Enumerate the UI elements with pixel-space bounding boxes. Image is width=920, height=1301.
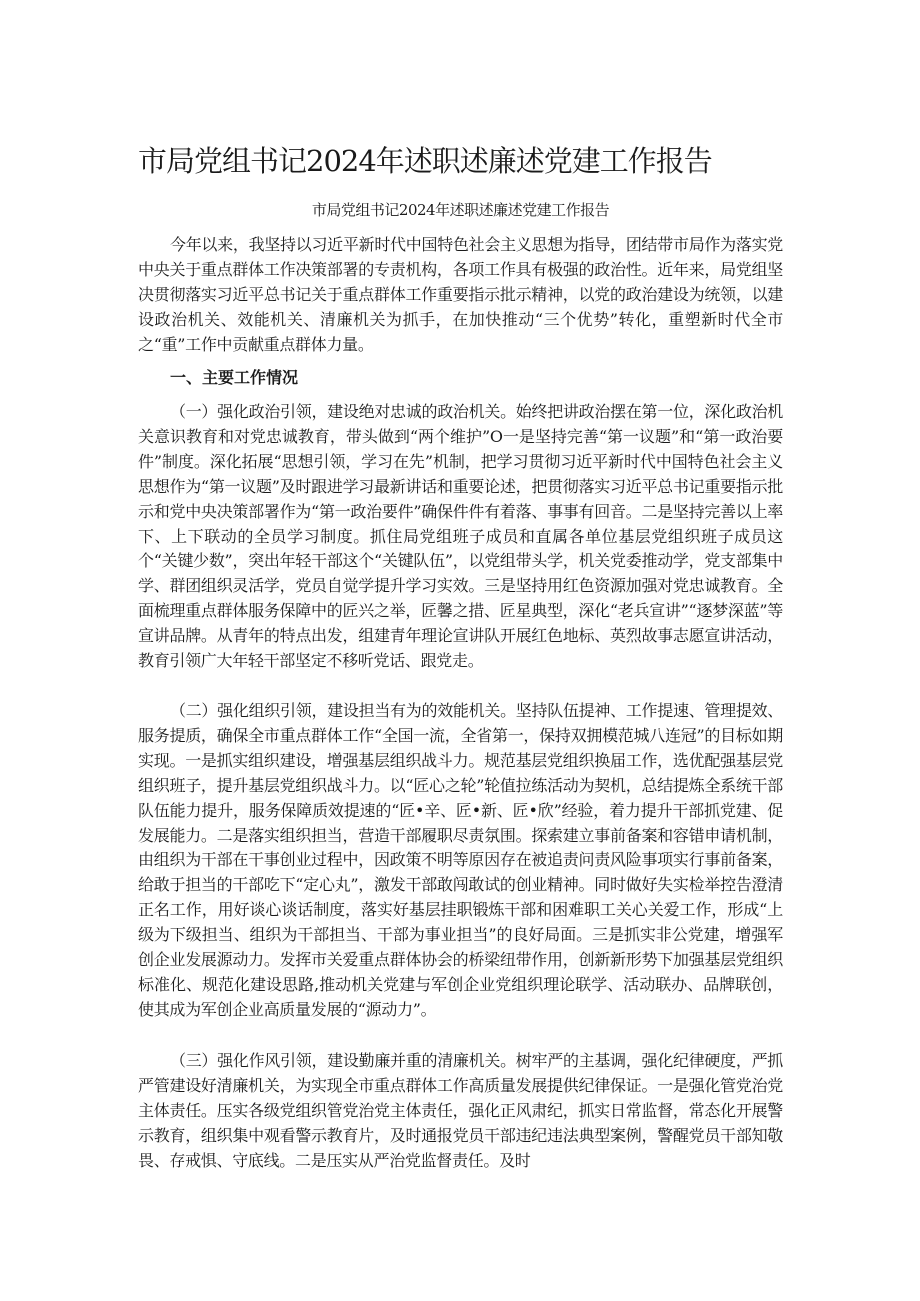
body-paragraph: （三）强化作风引领，建设勤廉并重的清廉机关。树牢严的主基调，强化纪律硬度，严抓严管建设好清廉机关，为实现全市重点群体工作高质量发展提供纪律保证。一是强化管党治党主体责任。压实各级党组织管党治党主体责任，强化正风肃纪，抓实日常监督，常态化开展警示教育，组织集中观看警示教育片，及时通报党员干部违纪违法典型案例，警醒党员干部知敬畏、存戒惧、守底线。二是压实从严治党监督责任。及时 <box>138 1051 783 1170</box>
document-title: 市局党组书记2024年述职述廉述党建工作报告 <box>138 144 712 178</box>
section-heading: 一、主要工作情况 <box>170 368 299 387</box>
body-paragraph: （一）强化政治引领，建设绝对忠诚的政治机关。始终把讲政治摆在第一位，深化政治机关意识教育和对党忠诚教育，带头做到“两个维护”O一是坚持完善“第一议题”和“第一政治要件”制度。深化拓展“思想引领，学习在先”机制，把学习贯彻习近平新时代中国特色社会主义思想作为“第一议题”及时跟进学习最新讲话和重要论述，把贯彻落实习近平总书记重要指示批示和党中央决策部署作为“第一政治要件”确保件件有着落、事事有回音。二是坚持完善以上率下、上下联动的全员学习制度。抓住局党组班子成员和直属各单位基层党组织班子成员这个“关键少数”，突出年轻干部这个“关键队伍”，以党组带头学，机关党委推动学，党支部集中学、群团组织灵活学，党员自觉学提升学习实效。三是坚持用红色资源加强对党忠诚教育。全面梳理重点群体服务保障中的匠兴之举，匠馨之措、匠星典型，深化“老兵宣讲”“逐梦深蓝”等宣讲品牌。从青年的特点出发，组建青年理论宣讲队开展红色地标、英烈故事志愿宣讲活动，教育引领广大年轻干部坚定不移听党话、跟党走。 <box>138 402 783 671</box>
intro-paragraph: 今年以来，我坚持以习近平新时代中国特色社会主义思想为指导，团结带市局作为落实党中央关于重点群体工作决策部署的专责机构，各项工作具有极强的政治性。近年来，局党组坚决贯彻落实习近平总书记关于重点群体工作重要指示批示精神，以党的政治建设为统领，以建设政治机关、效能机关、清廉机关为抓手，在加快推动“三个优势”转化，重塑新时代全市之“重”工作中贡献重点群体力量。 <box>138 235 783 354</box>
document-subtitle: 市局党组书记2024年述职述廉述党建工作报告 <box>311 201 610 219</box>
body-paragraph: （二）强化组织引领，建设担当有为的效能机关。坚持队伍提神、工作提速、管理提效、服务提质，确保全市重点群体工作“全国一流，全省第一，保持双拥模范城八连冠”的目标如期实现。一是抓实组织建设，增强基层组织战斗力。规范基层党组织换届工作，选优配强基层党组织班子，提升基层党组织战斗力。以“匠心之轮”轮值拉练活动为契机，总结提炼全系统干部队伍能力提升，服务保障质效提速的“匠•辛、匠•新、匠•欣”经验，着力提升干部抓党建、促发展能力。二是落实组织担当，营造干部履职尽责氛围。探索建立事前备案和容错申请机制，由组织为干部在干事创业过程中，因政策不明等原因存在被追责问责风险事项实行事前备案，给敢于担当的干部吃下“定心丸”，激发干部敢闯敢试的创业精神。同时做好失实检举控告澄清正名工作，用好谈心谈话制度，落实好基层挂职锻炼干部和困难职工关心关爱工作，形成“上级为下级担当、组织为干部担当、干部为事业担当”的良好局面。三是抓实非公党建，增强军创企业发展源动力。发挥市关爱重点群体协会的桥梁纽带作用，创新新形势下加强基层党组织标准化、规范化建设思路,推动机关党建与军创企业党组织理论联学、活动联办、品牌联创，使其成为军创企业高质量发展的“源动力”。 <box>138 701 783 1019</box>
